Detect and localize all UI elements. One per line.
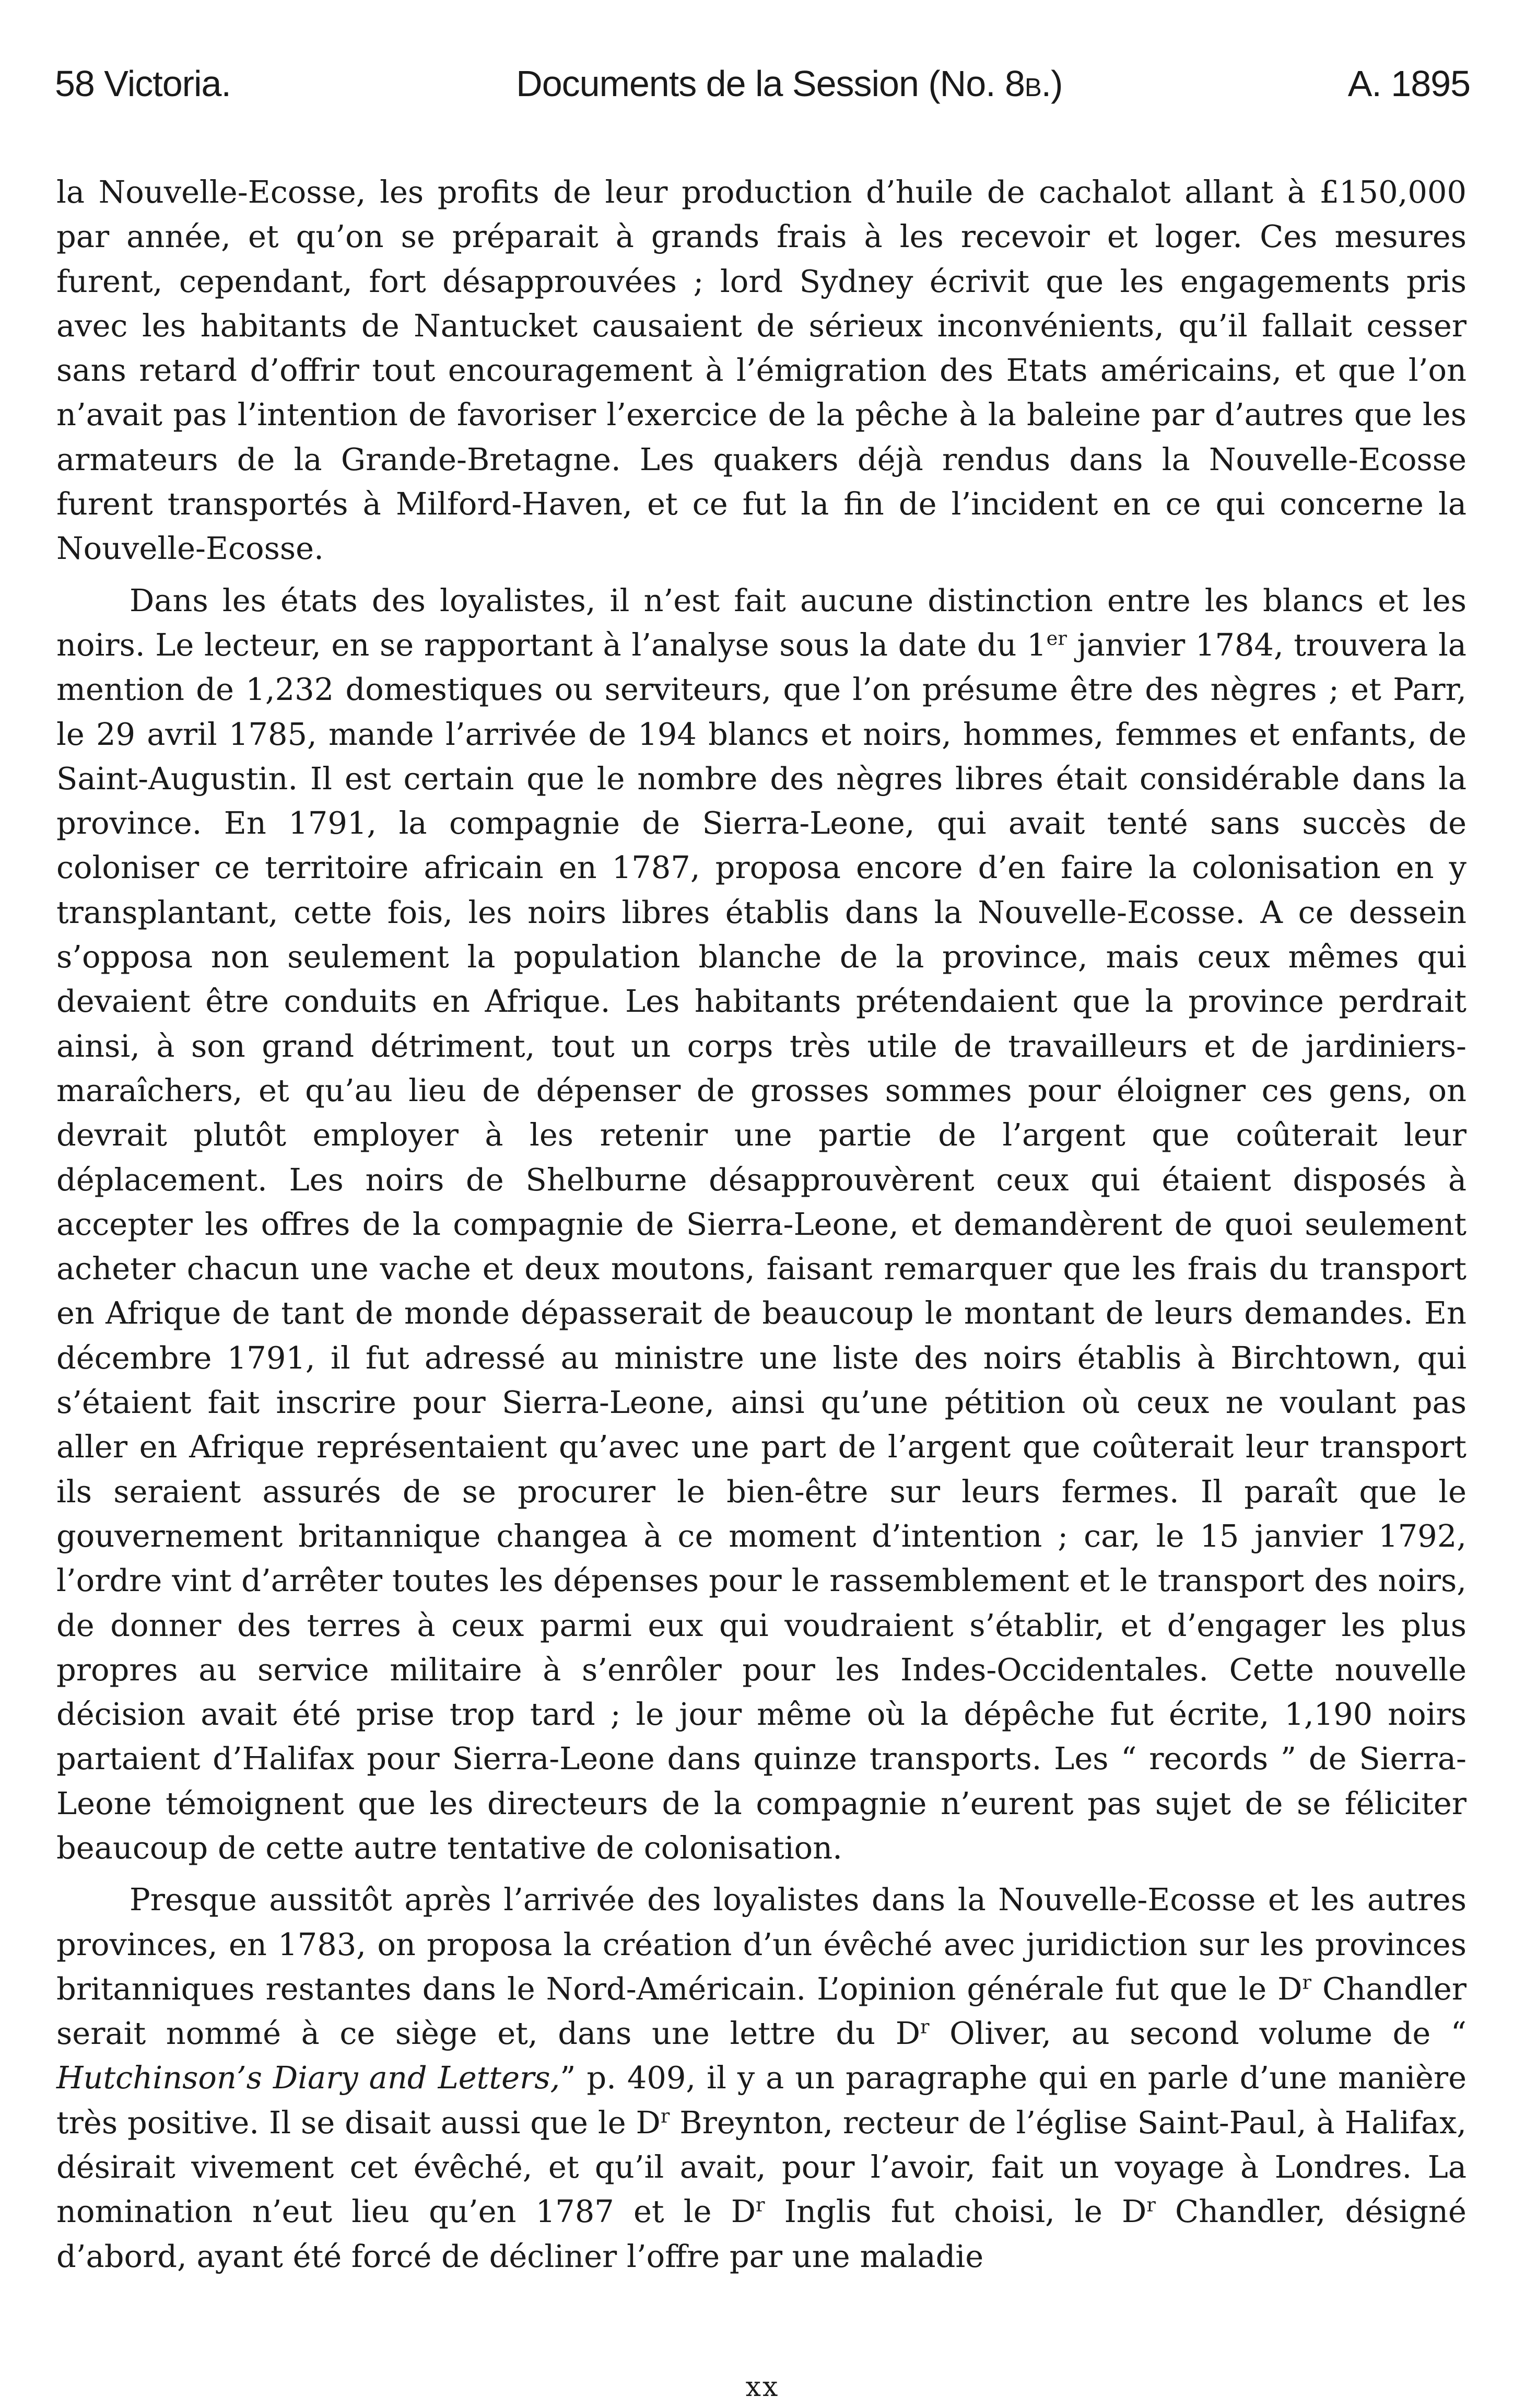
paragraph-3-part-g: Chandler, désigné d’abord, ayant été forcé de décliner l’offre par une maladie (56, 2193, 1467, 2274)
paragraph-3-part-c: Oliver, au second volume de “ (929, 2015, 1467, 2052)
doctor-superscript-5: r (1146, 2193, 1156, 2216)
ordinal-superscript: er (1046, 627, 1067, 650)
paragraph-3-part-f: Inglis fut choisi, le D (765, 2193, 1147, 2230)
paragraph-2-part-b: janvier 1784, trouvera la mention de 1,232 domestiques ou serviteurs, que l’on présume être des nègres ; et Parr, le 29 avril 1785, mande l’arrivée de 194 blancs et noirs, hommes, femmes et enfants, de Saint-Augustin. Il est certain que le nombre des nègres libres était considérable dans la province. En 1791, la compagnie de Sierra-Leone, qui avait tenté sans succès de coloniser ce territoire africain en 1787, proposa encore d’en faire la colonisation en y transplantant, cette fois, les noirs libres établis dans la Nouvelle-Ecosse. A ce dessein s’opposa non seulement la population blanche de la province, mais ceux mêmes qui devaient être conduits en Afrique. Les habitants prétendaient que la province perdrait ainsi, à son grand détriment, tout un corps très utile de travailleurs et de jardiniers-maraîchers, et qu’au lieu de dépenser de grosses sommes pour éloigner ces gens, on devrait plutôt employer à les retenir une partie de l’argent que coûterait leur déplacement. Les noirs de Shelburne désapprouvèrent ceux qui étaient disposés à accepter les offres de la compagnie de Sierra-Leone, et demandèrent de quoi seulement acheter chacun une vache et deux moutons, faisant remarquer que les frais du transport en Afrique de tant de monde dépasserait de beaucoup le montant de leurs demandes. En décembre 1791, il fut adressé au ministre une liste des noirs établis à Birchtown, qui s’étaient fait inscrire pour Sierra-Leone, ainsi qu’une pétition où ceux ne voulant pas aller en Afrique représentaient qu’avec une part de l’argent que coûterait leur transport ils seraient assurés de se procurer le bien-être sur leurs fermes. Il paraît que le gouvernement britannique changea à ce moment d’intention ; car, le 15 janvier 1792, l’ordre vint d’arrêter toutes les dépenses pour le rassemblement et le transport des noirs, de donner des terres à ceux parmi eux qui voudraient s’établir, et d’engager les plus propres au service militaire à s’enrôler pour les Indes-Occidentales. Cette nouvelle décision avait été prise trop tard ; le jour même où la dépêche fut écrite, 1,190 noirs partaient d’Halifax pour Sierra-Leone dans quinze transports. Les “ records ” de Sierra-Leone témoignent que les directeurs de la compagnie n’eurent pas sujet de se féliciter beaucoup de cette autre tentative de colonisation. (56, 626, 1467, 1866)
book-title: Hutchinson’s Diary and Letters, (56, 2060, 560, 2096)
doctor-superscript-2: r (920, 2015, 930, 2038)
paragraph-2 (56, 578, 1467, 1871)
header-volume: 58 Victoria. (55, 63, 231, 104)
paragraph-3-part-b: Chandler serait nommé à ce siège et, dans une lettre du D (56, 1970, 1467, 2052)
header-year: A. 1895 (1347, 63, 1470, 104)
paragraph-3-part-e: Breynton, recteur de l’église Saint-Paul, à Halifax, désirait vivement cet évêché, et qu’il avait, pour l’avoir, fait un voyage à Londres. La nomination n’eut lieu qu’en 1787 et le D (56, 2104, 1467, 2230)
header-title (516, 63, 1062, 104)
body-text (56, 170, 1467, 2278)
running-header (55, 50, 1470, 118)
paragraph-1: la Nouvelle-Ecosse, les profits de leur production d’huile de cachalot allant à £150,000 par année, et qu’on se préparait à grands frais à les recevoir et loger. Ces mesures furent, cependant, fort désapprouvées ; lord Sydney écrivit que les engagements pris avec les habitants de Nantucket causaient de sérieux inconvénients, qu’il fallait cesser sans retard d’offrir tout encouragement à l’émigration des Etats américains, et que l’on n’avait pas l’intention de favoriser l’exercice de la pêche à la baleine par d’autres que les armateurs de la Grande-Bretagne. Les quakers déjà rendus dans la Nouvelle-Ecosse furent transportés à Milford-Haven, et ce fut la fin de l’incident en ce qui concerne la Nouvelle-Ecosse. (56, 174, 1467, 567)
doctor-superscript-1: r (1302, 1971, 1311, 1994)
paragraph-3 (56, 1877, 1467, 2278)
doctor-superscript-3: r (660, 2105, 670, 2128)
page-number: xx (745, 2371, 780, 2403)
header-title-close: .) (1041, 63, 1063, 104)
header-title-suffix: b (1024, 63, 1041, 104)
paragraph-2-part-a: Dans les états des loyalistes, il n’est fait aucune distinction entre les blancs et les noirs. Le lecteur, en se rapportant à l’analyse sous la date du 1 (56, 582, 1467, 663)
header-title-main: Documents de la Session (No. 8 (516, 63, 1025, 104)
doctor-superscript-4: r (756, 2193, 765, 2216)
paragraph-3-part-d: ” p. 409, il y a un paragraphe qui en parle d’une manière très positive. Il se disait aussi que le D (56, 2060, 1467, 2141)
paragraph-3-part-a: Presque aussitôt après l’arrivée des loyalistes dans la Nouvelle-Ecosse et les autres provinces, en 1783, on proposa la création d’un évêché avec juridiction sur les provinces britanniques restantes dans le Nord-Américain. L’opinion générale fut que le D (56, 1881, 1467, 2007)
